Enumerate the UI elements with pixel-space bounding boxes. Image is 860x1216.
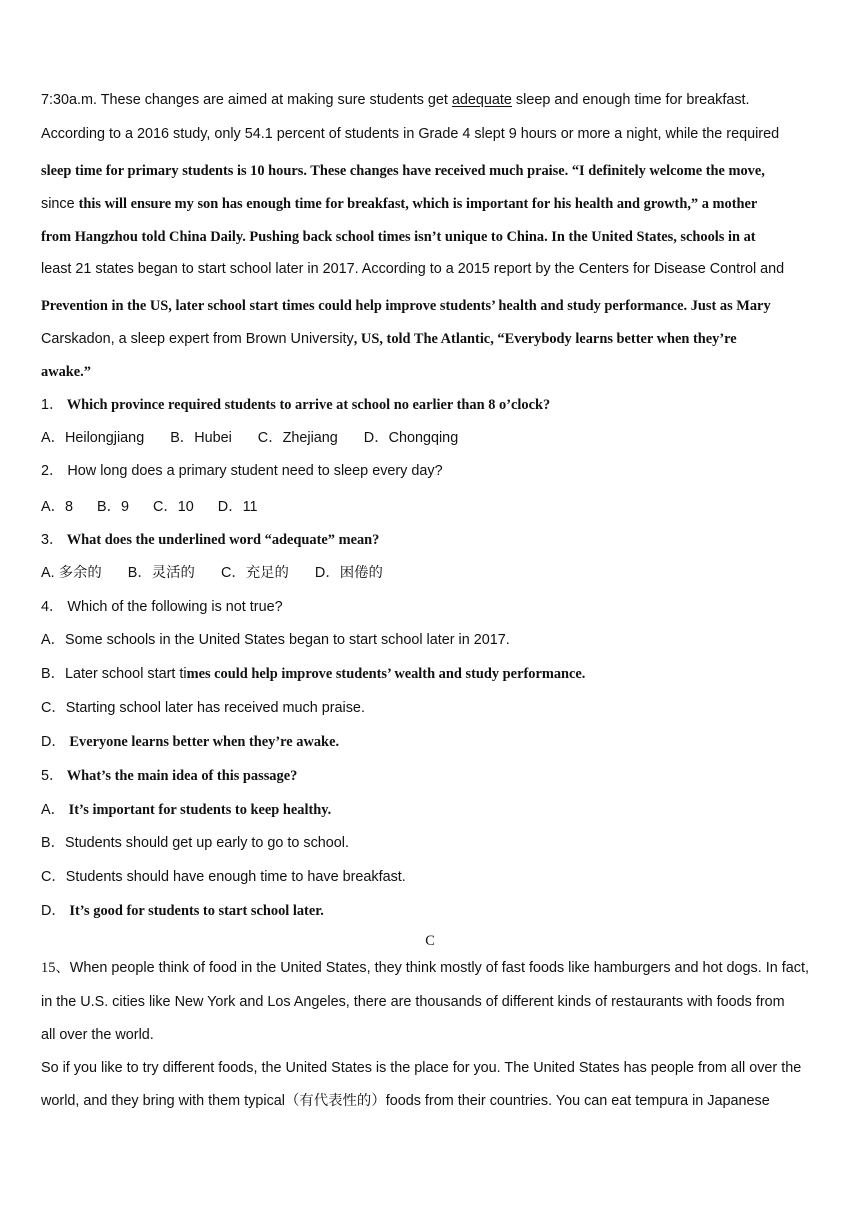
- question-5: [41, 766, 830, 786]
- option-d: D．Chongqing: [363, 430, 459, 446]
- text-run: D．: [41, 903, 66, 919]
- question-number: 1．: [41, 397, 64, 413]
- section-c-line-4: So if you like to try different foods, the United States is the place for you. The United States has people from all over the: [41, 1060, 802, 1076]
- section-c-line-5: [41, 1091, 830, 1111]
- text-run: , US, told The Atlantic, “Everybody learns better when they’re: [353, 331, 737, 347]
- text-run: D．: [41, 734, 66, 750]
- question-4-option-a: A．Some schools in the United States began to start school later in 2017.: [41, 632, 510, 648]
- section-c-line-2: in the U.S. cities like New York and Los Angeles, there are thousands of different kinds of restaurants with foods from: [41, 994, 785, 1010]
- question-4-option-d: [41, 732, 830, 752]
- question-number: 4．: [41, 599, 64, 615]
- passage-line-2: According to a 2016 study, only 54.1 percent of students in Grade 4 slept 9 hours or more a night, while the required: [41, 126, 780, 142]
- question-3-options: [41, 563, 830, 583]
- section-c-line-3: all over the world.: [41, 1027, 154, 1043]
- question-text: How long does a primary student need to sleep every day?: [67, 463, 443, 479]
- question-text: Which of the following is not true?: [67, 599, 283, 615]
- passage-line-8: [41, 329, 830, 349]
- question-text: What does the underlined word “adequate” mean?: [66, 532, 380, 548]
- text-run: B．Later school start ti: [41, 666, 187, 682]
- passage-line-6: least 21 states began to start school later in 2017. According to a 2015 report by the Centers for Disease Control and: [41, 261, 785, 277]
- question-2-options: [41, 497, 830, 517]
- question-text: What’s the main idea of this passage?: [66, 768, 298, 784]
- question-number: 3．: [41, 532, 64, 548]
- question-4-option-c: C．Starting school later has received much praise.: [41, 700, 365, 716]
- text-run: A．: [41, 802, 65, 818]
- passage-line-7: Prevention in the US, later school start times could help improve students’ health and study performance. Just as Mary: [41, 298, 771, 314]
- option-a: A．8: [41, 499, 73, 515]
- option-b: B．灵活的: [127, 565, 195, 581]
- text-run: mes could help improve students’ wealth and study performance.: [186, 666, 586, 682]
- text-run: this will ensure my son has enough time for breakfast, which is important for his health and growth,” a mother: [78, 196, 758, 212]
- text-run: since: [41, 196, 79, 212]
- option-b: B．Hubei: [170, 430, 232, 446]
- paragraph-number: 15、: [41, 960, 70, 976]
- passage-line-9: awake.”: [41, 364, 91, 380]
- section-heading: C: [425, 933, 435, 949]
- question-5-option-a: [41, 800, 830, 820]
- text-run: world, and they bring with them typical: [41, 1093, 285, 1109]
- question-text: Which province required students to arrive at school no earlier than 8 o’clock?: [66, 397, 551, 413]
- question-5-option-b: B．Students should get up early to go to school.: [41, 835, 349, 851]
- question-3: [41, 530, 830, 550]
- question-4: [41, 597, 830, 617]
- question-number: 2．: [41, 463, 64, 479]
- question-1: [41, 395, 830, 415]
- text-run: Carskadon, a sleep expert from Brown University: [41, 331, 354, 347]
- text-run: When people think of food in the United States, they think mostly of fast foods like hamburgers and hot dogs. In fact,: [69, 960, 809, 976]
- option-c: C．Zhejiang: [257, 430, 338, 446]
- text-run: sleep and enough time for breakfast.: [511, 92, 750, 108]
- question-number: 5．: [41, 768, 64, 784]
- text-run: It’s important for students to keep healthy.: [68, 802, 332, 818]
- option-c: C．10: [153, 499, 194, 515]
- passage-line-4: [41, 194, 830, 214]
- question-5-option-c: C．Students should have enough time to have breakfast.: [41, 869, 406, 885]
- text-run: Everyone learns better when they’re awake.: [69, 734, 340, 750]
- chinese-gloss: （有代表性的）: [284, 1093, 386, 1109]
- text-run: foods from their countries. You can eat tempura in Japanese: [385, 1093, 770, 1109]
- passage-line-5: from Hangzhou told China Daily. Pushing back school times isn’t unique to China. In the United States, schools in at: [41, 229, 756, 245]
- option-d: D．11: [217, 499, 258, 515]
- option-b: B．9: [97, 499, 129, 515]
- question-2: [41, 461, 830, 481]
- option-c: C．充足的: [220, 565, 289, 581]
- option-a: A. 多余的: [41, 565, 102, 581]
- underlined-word-adequate: adequate: [451, 92, 512, 108]
- text-run: 7:30a.m. These changes are aimed at making sure students get: [41, 92, 452, 108]
- passage-line-3: sleep time for primary students is 10 hours. These changes have received much praise. “I definitely welcome the move,: [41, 163, 765, 179]
- passage-line-1: [41, 90, 830, 110]
- section-c-line-1: [41, 958, 830, 978]
- question-1-options: [41, 428, 830, 448]
- option-a: A．Heilongjiang: [41, 430, 145, 446]
- question-4-option-b: [41, 664, 830, 684]
- option-d: D．困倦的: [314, 565, 383, 581]
- question-5-option-d: [41, 901, 830, 921]
- text-run: It’s good for students to start school later.: [69, 903, 324, 919]
